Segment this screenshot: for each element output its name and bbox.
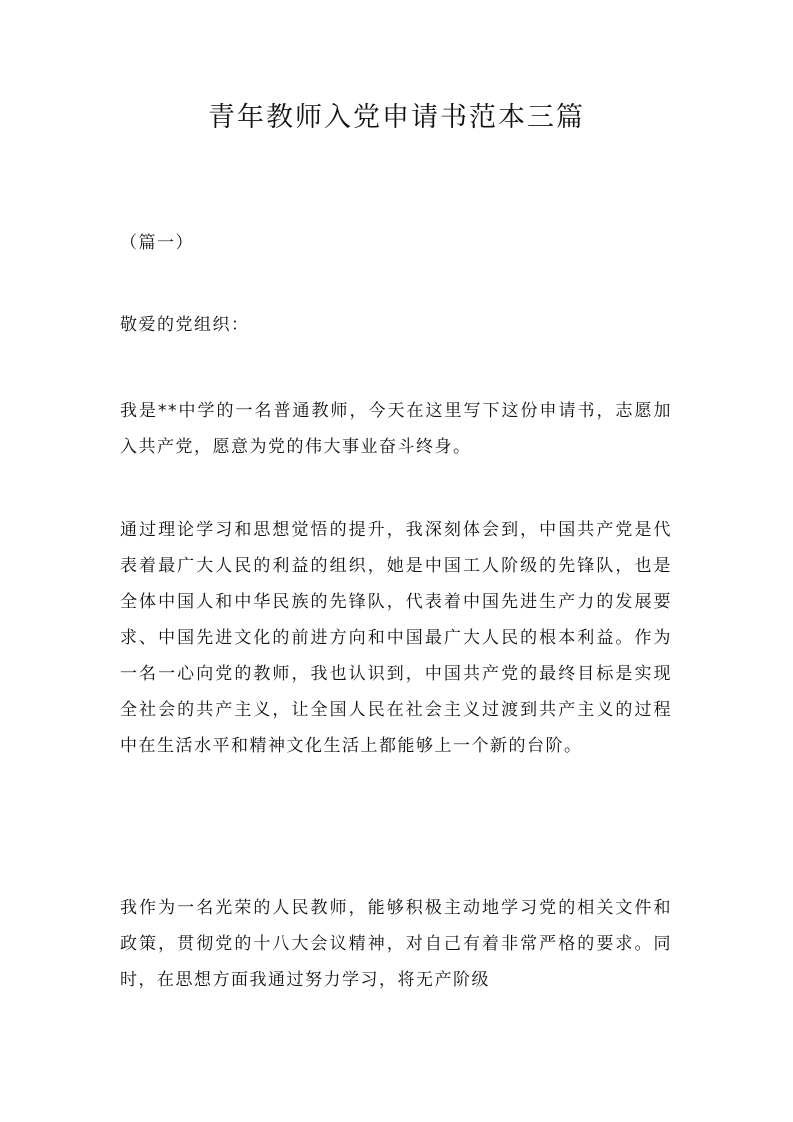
paragraph-3: 我作为一名光荣的人民教师，能够积极主动地学习党的相关文件和政策，贯彻党的十八大会议精神，对自己有着非常严格的要求。同时，在思想方面我通过努力学习，将无产阶级 — [120, 898, 672, 990]
paragraph-1: 我是**中学的一名普通教师，今天在这里写下这份申请书，志愿加入共产党，愿意为党的伟大事业奋斗终身。 — [120, 401, 672, 457]
document-title: 青年教师入党申请书范本三篇 — [208, 102, 585, 133]
section-label: （篇一） — [120, 233, 194, 253]
salutation: 敬爱的党组织： — [120, 315, 250, 335]
paragraph-2: 通过理论学习和思想觉悟的提升，我深刻体会到，中国共产党是代表着最广大人民的利益的组织，她是中国工人阶级的先锋队，也是全体中国人和中华民族的先锋队，代表着中国先进生产力的发展要求、中国先进文化的前进方向和中国最广大人民的根本利益。作为一名一心向党的教师，我也认识到，中国共产党的最终目标是实现全社会的共产主义，让全国人民在社会主义过渡到共产主义的过程中在生活水平和精神文化生活上都能够上一个新的台阶。 — [120, 520, 672, 756]
